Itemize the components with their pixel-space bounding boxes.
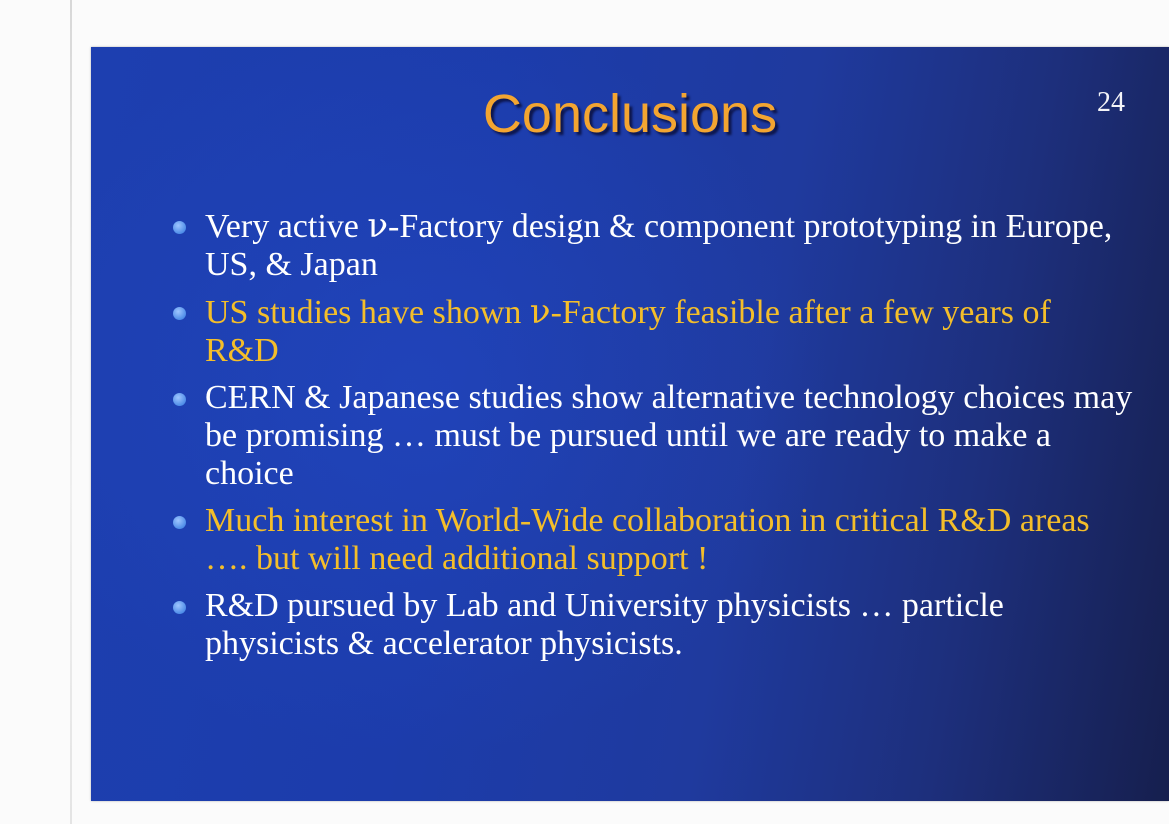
bullet-item bbox=[173, 587, 1133, 663]
bullet-item bbox=[173, 502, 1133, 578]
slide bbox=[91, 47, 1169, 801]
bullet-text: R&D pursued by Lab and University physicists … particle physicists & accelerator physicists. bbox=[205, 587, 1004, 662]
bullet-list bbox=[173, 207, 1133, 672]
bullet-dot-icon bbox=[173, 601, 186, 614]
bullet-dot-icon bbox=[173, 221, 186, 234]
bullet-text: Much interest in World-Wide collaboration in critical R&D areas …. but will need additional support ! bbox=[205, 502, 1090, 577]
bullet-item bbox=[173, 293, 1133, 370]
nu-symbol: ν bbox=[367, 206, 389, 246]
bullet-item bbox=[173, 207, 1133, 284]
bullet-text-part: -Factory design & component prototyping in Europe, US, & Japan bbox=[205, 208, 1113, 283]
nu-symbol: ν bbox=[529, 292, 551, 332]
bullet-text: CERN & Japanese studies show alternative technology choices may be promising … must be pursued until we are ready to make a choice bbox=[205, 379, 1133, 492]
bullet-text-part: US studies have shown bbox=[205, 294, 530, 331]
bullet-item bbox=[173, 379, 1133, 493]
bullet-dot-icon bbox=[173, 307, 186, 320]
bullet-text-part: Very active bbox=[205, 208, 368, 245]
bullet-dot-icon bbox=[173, 516, 186, 529]
page-number: 24 bbox=[1097, 87, 1125, 118]
bullet-dot-icon bbox=[173, 393, 186, 406]
slide-title: Conclusions bbox=[482, 84, 778, 144]
scan-edge-line bbox=[70, 0, 72, 824]
bullet-text-part: -Factory feasible after a few years of R&D bbox=[205, 294, 1051, 369]
